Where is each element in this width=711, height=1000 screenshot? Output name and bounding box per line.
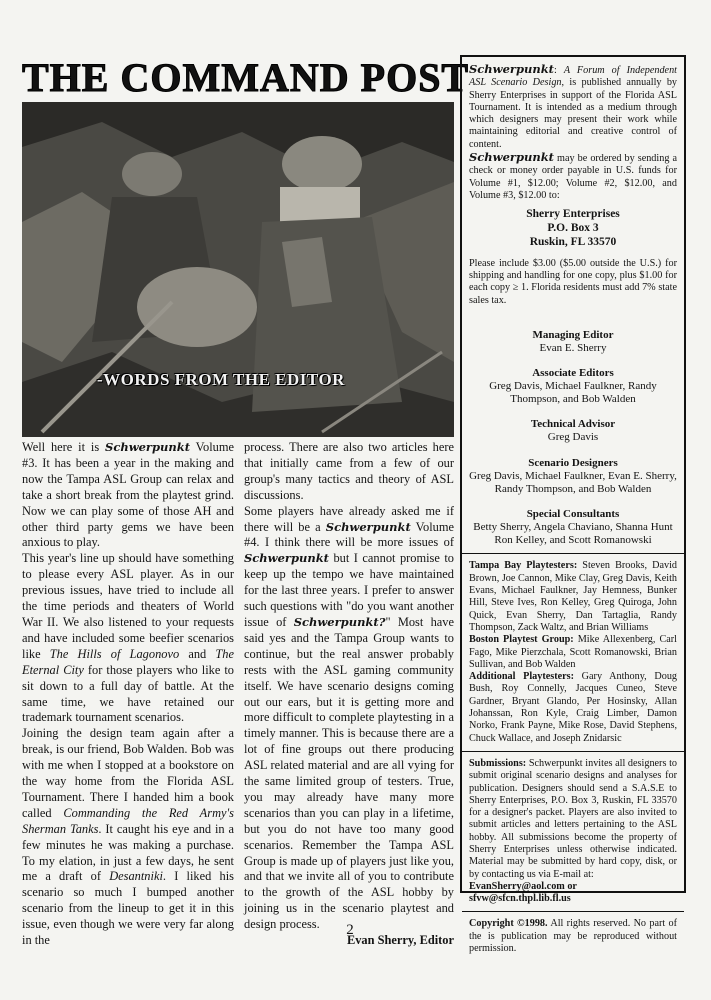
- masthead-sidebar: [460, 55, 686, 955]
- editorial-paragraph: process. There are also two articles here that initially came from a few of our group's many tactics and theory of ASL discussions.: [244, 440, 454, 502]
- staff-technical-advisor: Technical Advisor Greg Davis: [530, 418, 616, 444]
- page-number: 2: [346, 922, 354, 938]
- page-title: THE COMMAND POST: [22, 55, 470, 100]
- contact-emails: EvanSherry@aol.com or sfvw@sfcn.thpl.lib.fl.us: [469, 880, 577, 905]
- order-info: Schwerpunkt may be ordered by sending a check or money order payable in U.S. funds for Volume #1, $12.00; Volume #2, $12.00, and Volume #3, $12.00 to:: [469, 150, 677, 201]
- staff-associate-editors: Associate Editors Greg Davis, Michael Faulkner, Randy Thompson, and Bob Walden: [489, 367, 657, 406]
- divider: [462, 751, 684, 752]
- editorial-paragraph: Well here it is Schwerpunkt Volume #3. It has been a year in the making and now the Tampa ASL Group can relax and take a short break from the playtest grind. Now we can play some of those AH and other third party gems we have been anxious to play.: [22, 440, 234, 550]
- staff-scenario-designers: Scenario Designers Greg Davis, Michael Faulkner, Evan E. Sherry, Randy Thompson, and Bob Walden: [469, 456, 677, 495]
- editor-signature: Evan Sherry, Editor: [346, 933, 454, 948]
- staff-special-consultants: Special Consultants Betty Sherry, Angela Chaviano, Shanna Hunt Ron Kelley, and Scott Romanowski: [473, 508, 673, 547]
- editorial-paragraph: Joining the design team again after a break, is our friend, Bob Walden. Bob was with me when I stopped at a bookstore on the way home from the Florida ASL Tournament. There I handed him a book called Commanding the Red Army's Sherman Tanks. It caught his eye and in a few minutes he was making a purchase. To my elation, in just a few days, he sent me a draft of Desantniki. I liked his scenario so much I bumped another scenario from the lineup to get it in this issue, even though we were very far along in the: [22, 726, 234, 948]
- editorial-paragraph: This year's line up should have something to please every ASL player. As in our previous issues, have tried to include all the time periods and theaters of World War II. We also listened to your requests and have included some beefier scenarios like The Hills of Lagonovo and The Eternal City for those players who like to sit down to a full day of battle. At the same time, we have retained our trademark tournament scenarios.: [22, 551, 234, 725]
- playtesters-additional: Additional Playtesters: Gary Anthony, Doug Bush, Roy Connelly, Jacques Cuneo, Steve Gardner, Bryant Glando, Per Hosinsky, Allan Johanssan, Ron Kyle, Craig Limber, Damon Norko, Frank Payne, Mike Rose, David Stephens, Chuck Wallace, and Joseph Znidarsic: [469, 671, 678, 744]
- editorial-column-1: [22, 440, 234, 949]
- editorial-paragraph: Some players have already asked me if there will be a Schwerpunkt Volume #4. I think there will be more issues of Schwerpunkt but I cannot promise to keep up the tempo we have maintained for the last three years. I prefer to answer such questions with "do you want another issue of Schwerpunkt?" Most have said yes and the Tampa Group wants to continue, but the real answer probably rests with the ASL gaming community itself. We have scenario designs coming out our ears, but it is getting more and more difficult to complete playtesting in a timely manner. This is because there are a lot of fine groups out there producing ASL related material and are all vying for the same limited group of testers. True, you may already have many more scenarios than you can play in a lifetime, but you do not have too many good scenarios. Remember the Tampa ASL Group is made up of players just like you, and that we invite all of you to contribute to the growth of the ASL hobby by joining us in the scenario playtest and design process.: [244, 503, 454, 932]
- soldiers-photo: [22, 102, 454, 437]
- mailing-address: Sherry Enterprises P.O. Box 3 Ruskin, FL 33570: [526, 208, 620, 248]
- staff-managing-editor: Managing Editor Evan E. Sherry: [532, 328, 614, 354]
- divider: [462, 553, 684, 554]
- playtesters-boston: Boston Playtest Group: Mike Allexenberg, Carl Fago, Mike Pierzchala, Scott Romanowski, Brian Sullivan, and Bob Walden: [469, 634, 677, 670]
- publication-intro: Schwerpunkt: A Forum of Independent ASL Scenario Design, is published annually by Sherry Enterprises in support of the Florida ASL Tournament. It is intended as a medium through which designers may present their work while maintaining editorial and creative control of content.: [469, 62, 678, 150]
- shipping-info: Please include $3.00 ($5.00 outside the U.S.) for shipping and handling for one copy, plus $1.00 for each copy ≥ 1. Florida residents must add 7% state sales tax.: [469, 257, 677, 306]
- divider: [462, 911, 684, 912]
- photo-caption: -WORDS FROM THE EDITOR: [97, 370, 345, 389]
- copyright-notice: Copyright ©1998. All rights reserved. No part of the is publication may be reproduced without permission.: [469, 918, 677, 955]
- submissions-info: Submissions: Schwerpunkt invites all designers to submit original scenario designs and analyses for publication. Designers should send a S.A.S.E to Sherry Enterprises, P.O. Box 3, Ruskin, FL 33570 for a designer's packet. Players are also invited to submit articles and letters pertaining to the ASL hobby. All submissions become the property of Sherry Enterprises unless otherwise indicated. Material may be submitted by hard copy, disk, or by contacting us via E-mail at:: [469, 757, 677, 880]
- playtesters-tampa: Tampa Bay Playtesters: Steven Brooks, David Brown, Joe Cannon, Mike Clay, Greg Davis, Keith Evans, Michael Faulkner, Jay Hemness, Bunker Hill, Steve Ives, Ron Kelley, Greg Quiroga, John Quick, Evan Sherry, Dan Tartaglia, Randy Thompson, Zack Waltz, and Brian Williams: [469, 560, 678, 633]
- editorial-column-2: [244, 440, 454, 949]
